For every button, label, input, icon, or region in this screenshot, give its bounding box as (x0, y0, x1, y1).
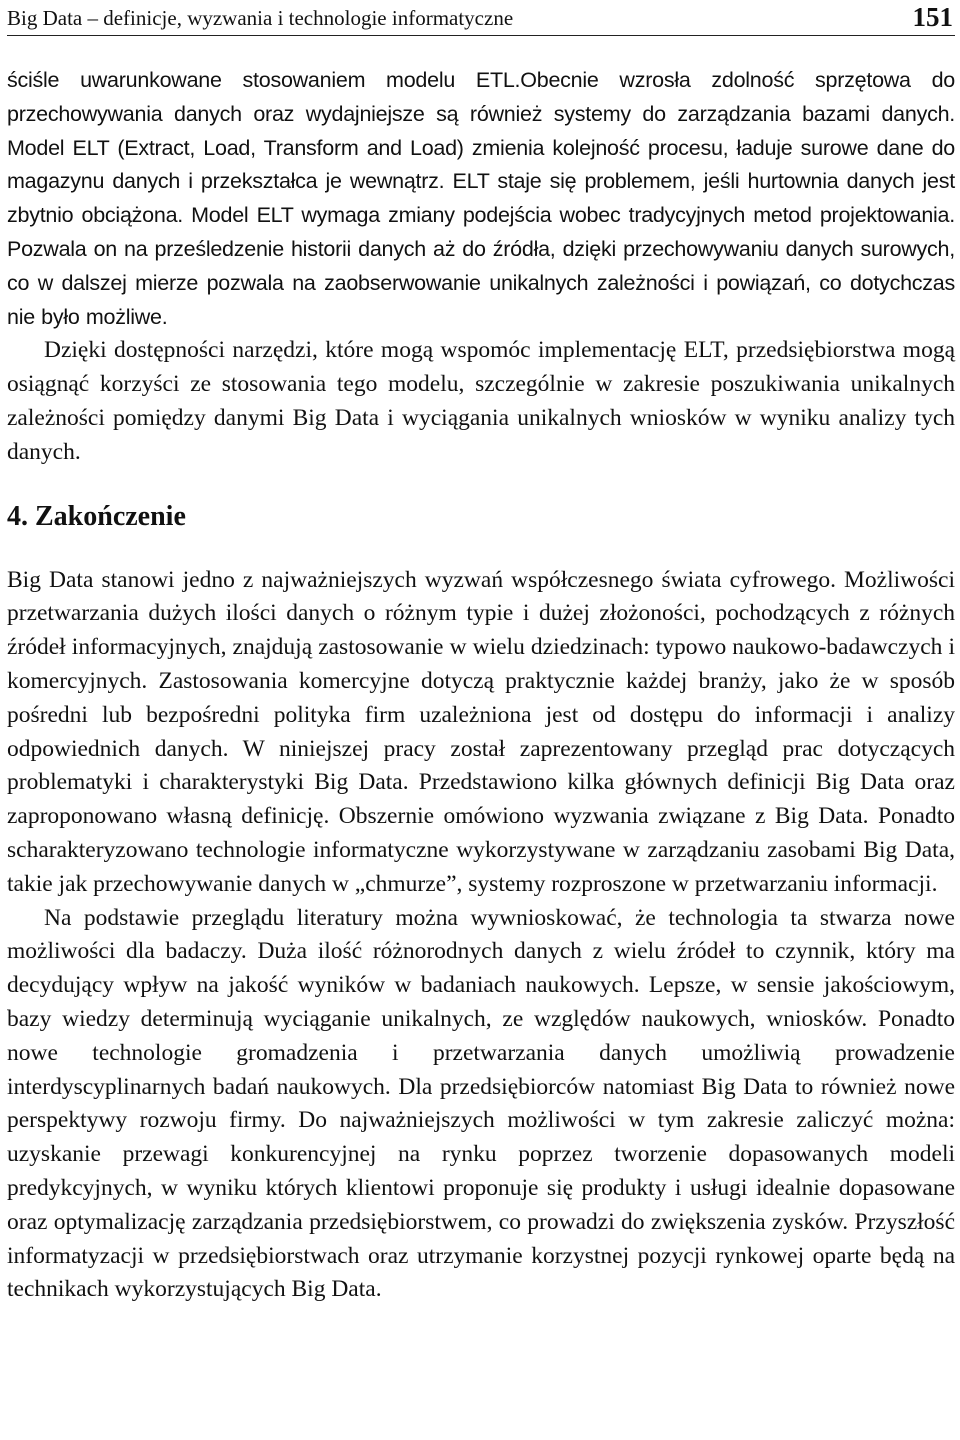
paragraph-conclusion-overview: Big Data stanowi jedno z najważniejszych wyzwań współczesnego świata cyfrowego. Możliwości przetwarzania dużych ilości danych o różnym typie i dużej złożoności, pochodzących z różnych źródeł informacyjnych, znajdują zastosowanie w wielu dziedzinach: typowo naukowo-badawczych i komercyjnych. Zastosowania komercyjne dotyczą praktycznie każdej branży, jako że w sposób pośredni lub bezpośredni polityka firm uzależniona jest od dostępu do informacji i analizy odpowiednich danych. W niniejszej pracy został zaprezentowany przegląd prac dotyczących problematyki i charakterystyki Big Data. Przedstawiono kilka głównych definicji Big Data oraz zaproponowano własną definicję. Obszernie omówiono wyzwania związane z Big Data. Ponadto scharakteryzowano technologie informatyczne wykorzystywane w zarządzaniu zasobami Big Data, takie jak przechowywanie danych w „chmurze”, systemy rozproszone w przetwarzaniu informacji. (7, 566, 955, 897)
paragraph-elt-tools: Dzięki dostępności narzędzi, które mogą wspomóc implementację ELT, przedsiębiorstwa mogą osiągnąć korzyści ze stosowania tego modelu, szczególnie w zakresie poszukiwania unikalnych zależności pomiędzy danymi Big Data i wyciągania unikalnych wniosków w wyniku analizy tych danych. (7, 337, 955, 465)
body-text (7, 64, 955, 1307)
running-header-title: Big Data – definicje, wyzwania i technologie informatyczne (7, 6, 514, 30)
running-header (7, 0, 955, 36)
paragraph-elt-model: ściśle uwarunkowane stosowaniem modelu ETL.Obecnie wzrosła zdolność sprzętowa do przechowywania danych oraz wydajniejsze są również systemy do zarządzania bazami danych. Model ELT (Extract, Load, Transform and Load) zmienia kolejność procesu, ładuje surowe dane do magazynu danych i przekształca je wewnątrz. ELT staje się problemem, jeśli hurtownia danych jest zbytnio obciążona. Model ELT wymaga zmiany podejścia wobec tradycyjnych metod projektowania. Pozwala on na prześledzenie historii danych aż do źródła, dzięki przechowywaniu danych surowych, co w dalszej mierze pozwala na zaobserwowanie unikalnych zależności i powiązań, co dotychczas nie było możliwe. (7, 68, 955, 329)
section-heading-conclusion: 4. Zakończenie (7, 500, 186, 532)
paragraph-conclusion-opportunities: Na podstawie przeglądu literatury można wywnioskować, że technologia ta stwarza nowe możliwości dla badaczy. Duża ilość różnorodnych danych z wielu źródeł to czynnik, który ma decydujący wpływ na jakość wyników w badaniach naukowych. Lepsze, w sensie jakościowym, bazy wiedzy determinują wyciąganie unikalnych, ze względów naukowych, wniosków. Ponadto nowe technologie gromadzenia i przetwarzania danych umożliwią prowadzenie interdyscyplinarnych badań naukowych. Dla przedsiębiorców natomiast Big Data to również nowe perspektywy rozwoju firmy. Do najważniejszych możliwości w tym zakresie zaliczyć można: uzyskanie przewagi konkurencyjnej na rynku poprzez tworzenie dopasowanych modeli predykcyjnych, w wyniku których klientowi proponuje się produkty i usługi idealnie dopasowane oraz optymalizację zarządzania przedsiębiorstwem, co prowadzi do zwiększenia zysków. Przyszłość informatyzacji w przedsiębiorstwach oraz utrzymanie korzystnej pozycji rynkowej oparte będą na technikach wykorzystujących Big Data. (7, 904, 955, 1303)
document-page (7, 0, 955, 1307)
page-number: 151 (912, 2, 953, 32)
